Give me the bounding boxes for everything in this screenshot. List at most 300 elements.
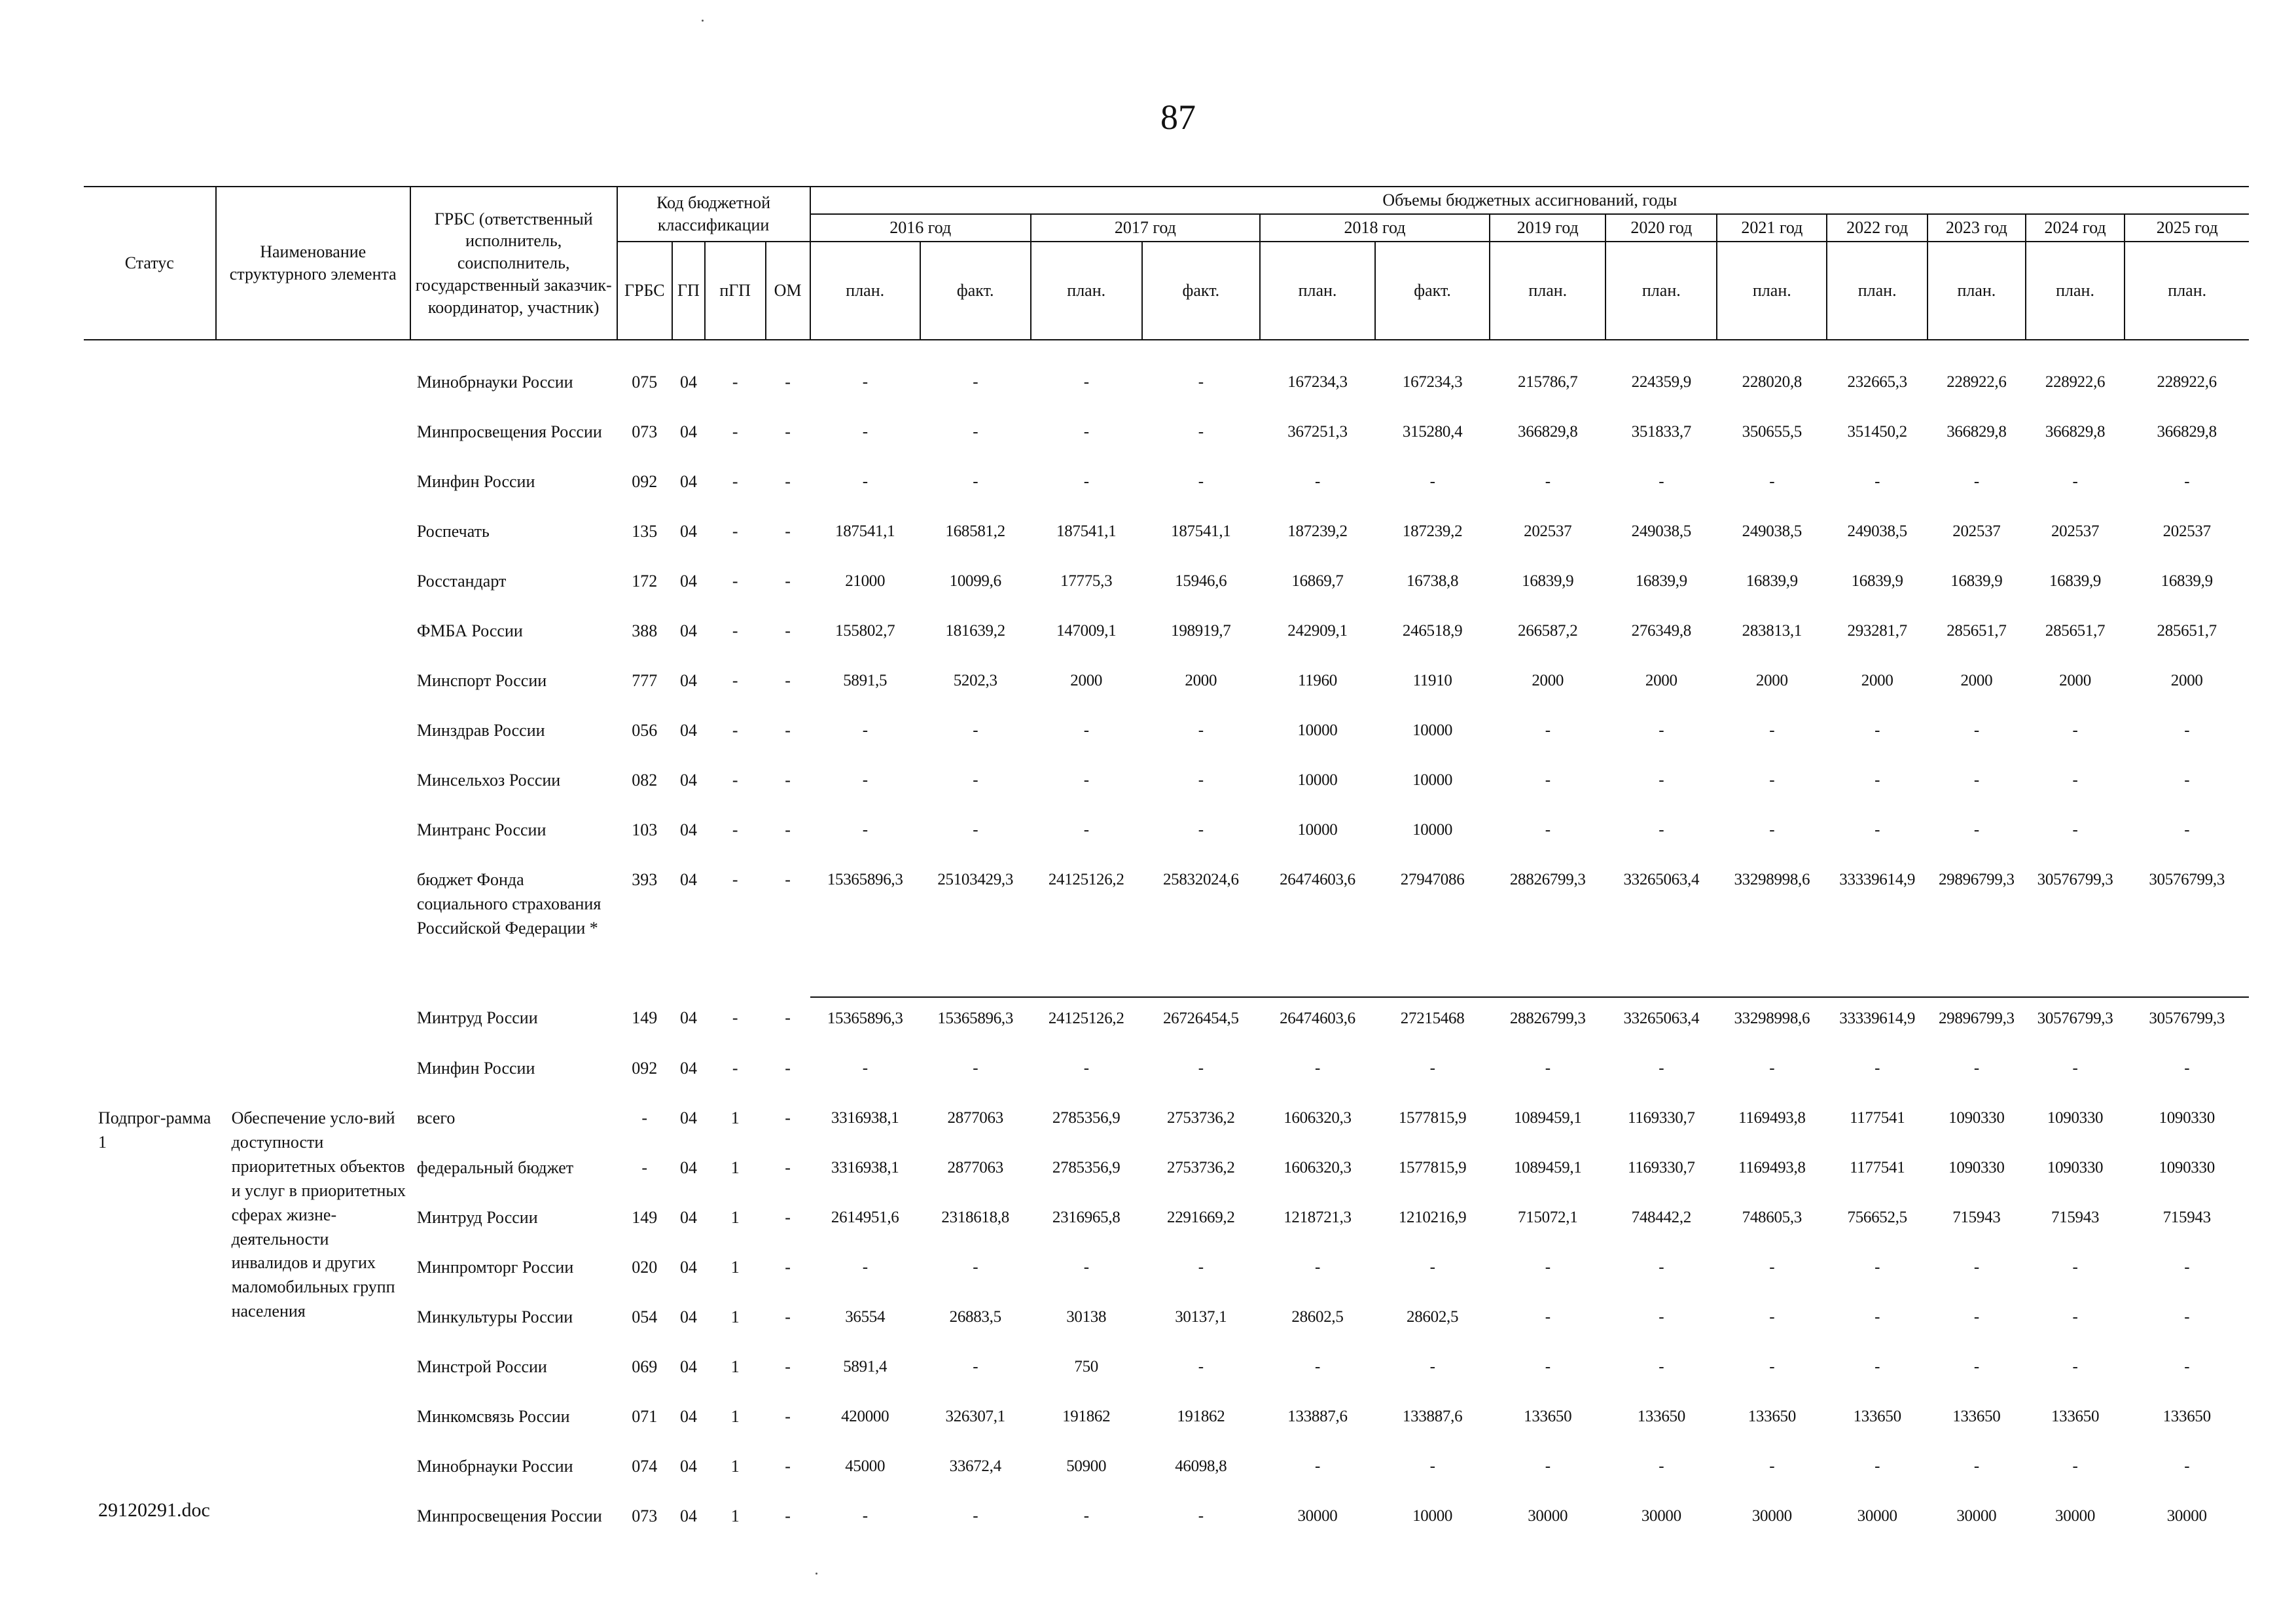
- value-cell: 29896799,3: [1928, 859, 2026, 997]
- value-cell: -: [1874, 1258, 1880, 1276]
- header-year: 2018 год: [1260, 214, 1490, 242]
- value-cell: -: [1973, 1358, 1979, 1376]
- value-cell: 293281,7: [1847, 622, 1907, 640]
- value-cell: -: [1198, 1507, 1204, 1525]
- value-cell: 715072,1: [1518, 1209, 1578, 1226]
- grbs-name: федеральный бюджет: [416, 1158, 574, 1177]
- value-cell: 147009,1: [1056, 622, 1117, 640]
- value-cell: -: [2184, 1258, 2190, 1276]
- header-element-name: Наименование структурного элемента: [216, 187, 410, 340]
- value-cell: 2316965,8: [1052, 1209, 1121, 1226]
- value-cell: 16839,9: [1635, 572, 1687, 590]
- value-cell: 27215468: [1400, 1010, 1465, 1027]
- value-cell: -: [2184, 1308, 2190, 1326]
- grbs-name: Минспорт России: [416, 671, 547, 690]
- value-cell: 202537: [2162, 522, 2211, 540]
- value-cell: -: [2072, 771, 2078, 789]
- value-cell: -: [2184, 1358, 2190, 1376]
- value-cell: -: [973, 373, 978, 391]
- value-cell: -: [1083, 821, 1089, 839]
- value-cell: 33265063,4: [1605, 859, 1717, 997]
- code-gp: 04: [679, 820, 697, 839]
- code-pgp: 1: [730, 1407, 740, 1426]
- value-cell: 242909,1: [1287, 622, 1348, 640]
- value-cell: -: [1659, 473, 1664, 490]
- value-cell: 181639,2: [945, 622, 1005, 640]
- value-cell: -: [862, 423, 868, 441]
- grbs-name: всего: [416, 1108, 456, 1127]
- value-cell: 16738,8: [1407, 572, 1459, 590]
- value-cell: 367251,3: [1287, 423, 1348, 441]
- value-cell: -: [2072, 1457, 2078, 1475]
- value-cell: 33298998,6: [1717, 859, 1827, 997]
- code-grbs: 092: [632, 472, 658, 491]
- value-cell: 11960: [1297, 672, 1338, 689]
- grbs-name: Минфин России: [416, 1059, 535, 1078]
- value-cell: -: [1659, 721, 1664, 739]
- value-cell: 1090330: [1948, 1159, 2005, 1176]
- value-cell: 167234,3: [1402, 373, 1463, 391]
- header-plan: план.: [2125, 242, 2249, 340]
- value-cell: 715943: [1952, 1209, 2001, 1226]
- value-cell: 285651,7: [1946, 622, 2007, 640]
- value-cell: 187239,2: [1402, 522, 1463, 540]
- code-grbs: 073: [632, 1506, 658, 1525]
- value-cell: 133650: [1748, 1408, 1796, 1425]
- value-cell: 285651,7: [2157, 622, 2217, 640]
- header-year: 2020 год: [1605, 214, 1717, 242]
- value-cell: 168581,2: [945, 522, 1005, 540]
- value-cell: -: [1874, 1059, 1880, 1077]
- value-cell: 366829,8: [1946, 423, 2007, 441]
- value-cell: 28826799,3: [1509, 1010, 1586, 1027]
- value-cell: -: [1973, 1457, 1979, 1475]
- code-gp: 04: [679, 1407, 697, 1426]
- value-cell: -: [2072, 1308, 2078, 1326]
- value-cell: 30138: [1066, 1308, 1107, 1326]
- value-cell: 30000: [1641, 1507, 1681, 1525]
- value-cell: 26726454,5: [1162, 1010, 1239, 1027]
- value-cell: 30000: [1528, 1507, 1568, 1525]
- value-cell: 215786,7: [1518, 373, 1578, 391]
- code-om: -: [785, 1059, 791, 1078]
- value-cell: -: [1659, 1258, 1664, 1276]
- header-fact: факт.: [1142, 242, 1260, 340]
- code-gp: 04: [679, 1258, 697, 1277]
- grbs-name: Минпромторг России: [416, 1258, 574, 1277]
- value-cell: 29896799,3: [1938, 1010, 2015, 1027]
- value-cell: 27947086: [1375, 859, 1490, 997]
- code-om: -: [785, 1108, 791, 1127]
- value-cell: 315280,4: [1402, 423, 1463, 441]
- header-plan: план.: [810, 242, 920, 340]
- value-cell: -: [1545, 473, 1551, 490]
- value-cell: 17775,3: [1060, 572, 1113, 590]
- value-cell: -: [1874, 771, 1880, 789]
- value-cell: 15365896,3: [810, 859, 920, 997]
- code-grbs: 082: [632, 771, 658, 790]
- code-gp: 04: [679, 1008, 697, 1027]
- value-cell: -: [1198, 821, 1204, 839]
- code-pgp: -: [732, 1059, 738, 1078]
- value-cell: 33672,4: [949, 1457, 1001, 1475]
- grbs-name: Минкультуры России: [416, 1307, 573, 1326]
- value-cell: 285651,7: [2045, 622, 2106, 640]
- code-om: -: [785, 870, 791, 889]
- value-cell: 30000: [1751, 1507, 1792, 1525]
- value-cell: -: [1769, 821, 1775, 839]
- code-pgp: -: [732, 373, 738, 392]
- value-cell: 28826799,3: [1490, 859, 1605, 997]
- value-cell: 15365896,3: [937, 1010, 1014, 1027]
- code-pgp: 1: [730, 1208, 740, 1227]
- code-grbs: -: [641, 1158, 648, 1177]
- value-cell: -: [1429, 1258, 1435, 1276]
- value-cell: 133650: [2051, 1408, 2100, 1425]
- value-cell: -: [1659, 1308, 1664, 1326]
- code-grbs: 149: [632, 1208, 658, 1227]
- value-cell: -: [1198, 771, 1204, 789]
- value-cell: 155802,7: [835, 622, 895, 640]
- value-cell: 1090330: [2159, 1109, 2215, 1127]
- value-cell: -: [1198, 1358, 1204, 1376]
- value-cell: 26883,5: [949, 1308, 1001, 1326]
- value-cell: 30137,1: [1175, 1308, 1227, 1326]
- value-cell: 46098,8: [1175, 1457, 1227, 1475]
- value-cell: 2753736,2: [1167, 1109, 1235, 1127]
- header-year: 2022 год: [1827, 214, 1928, 242]
- header-plan: план.: [1717, 242, 1827, 340]
- table-row: [84, 340, 2249, 411]
- value-cell: 1089459,1: [1513, 1109, 1582, 1127]
- header-plan: план.: [1490, 242, 1605, 340]
- value-cell: -: [973, 1507, 978, 1525]
- code-gp: 04: [679, 373, 697, 392]
- table-body: [84, 340, 2249, 1545]
- value-cell: -: [1083, 373, 1089, 391]
- value-cell: -: [1545, 1059, 1551, 1077]
- value-cell: -: [1769, 473, 1775, 490]
- code-grbs: 149: [632, 1008, 658, 1027]
- value-cell: -: [1545, 1308, 1551, 1326]
- value-cell: 266587,2: [1518, 622, 1578, 640]
- code-om: -: [785, 1008, 791, 1027]
- value-cell: 2785356,9: [1052, 1109, 1121, 1127]
- code-pgp: -: [732, 771, 738, 790]
- header-plan: план.: [1827, 242, 1928, 340]
- code-gp: 04: [679, 870, 697, 889]
- value-cell: -: [2072, 1059, 2078, 1077]
- code-om: -: [785, 422, 791, 441]
- value-cell: 1169493,8: [1738, 1159, 1806, 1176]
- empty-status-cell: [84, 340, 410, 1097]
- value-cell: 133650: [1524, 1408, 1572, 1425]
- value-cell: -: [1198, 473, 1204, 490]
- value-cell: -: [1874, 1457, 1880, 1475]
- value-cell: 748442,2: [1631, 1209, 1691, 1226]
- grbs-name: Минпросвещения России: [416, 422, 602, 441]
- value-cell: 133650: [1637, 1408, 1685, 1425]
- value-cell: 326307,1: [945, 1408, 1005, 1425]
- value-cell: -: [1083, 1258, 1089, 1276]
- value-cell: 30576799,3: [2037, 1010, 2113, 1027]
- value-cell: 30576799,3: [2149, 1010, 2225, 1027]
- header-fact: факт.: [1375, 242, 1490, 340]
- code-om: -: [785, 621, 791, 640]
- code-om: -: [785, 721, 791, 740]
- value-cell: 715943: [2051, 1209, 2100, 1226]
- value-cell: 33339614,9: [1839, 1010, 1916, 1027]
- value-cell: 420000: [841, 1408, 889, 1425]
- value-cell: -: [862, 821, 868, 839]
- value-cell: 16839,9: [1950, 572, 2003, 590]
- code-om: -: [785, 671, 791, 690]
- value-cell: 33265063,4: [1623, 1010, 1700, 1027]
- code-gp: 04: [679, 621, 697, 640]
- value-cell: 10000: [1297, 721, 1338, 739]
- code-om: -: [785, 1307, 791, 1326]
- code-pgp: 1: [730, 1158, 740, 1177]
- value-cell: 2877063: [947, 1109, 1003, 1127]
- table-header: [84, 187, 2249, 340]
- code-gp: 04: [679, 721, 697, 740]
- header-code-pgp: пГП: [705, 242, 766, 340]
- code-grbs: 777: [632, 671, 658, 690]
- grbs-name: Минобрнауки России: [416, 373, 573, 392]
- value-cell: -: [1659, 1358, 1664, 1376]
- value-cell: -: [973, 1258, 978, 1276]
- code-grbs: 056: [632, 721, 658, 740]
- value-cell: 276349,8: [1631, 622, 1691, 640]
- code-pgp: -: [732, 572, 738, 591]
- value-cell: 748605,3: [1742, 1209, 1802, 1226]
- code-om: -: [785, 1208, 791, 1227]
- value-cell: 715943: [2162, 1209, 2211, 1226]
- value-cell: 33339614,9: [1827, 859, 1928, 997]
- code-gp: 04: [679, 1059, 697, 1078]
- code-gp: 04: [679, 671, 697, 690]
- value-cell: -: [2184, 821, 2190, 839]
- value-cell: 10000: [1412, 721, 1453, 739]
- value-cell: 2000: [1645, 672, 1677, 689]
- value-cell: 24125126,2: [1048, 1010, 1124, 1027]
- value-cell: 228922,6: [1946, 373, 2007, 391]
- grbs-name: Минтранс России: [416, 820, 547, 839]
- value-cell: 202537: [2051, 522, 2100, 540]
- header-code-group: Код бюджетной классификации: [617, 187, 810, 242]
- value-cell: 750: [1074, 1358, 1099, 1376]
- header-plan: план.: [1605, 242, 1717, 340]
- code-gp: 04: [679, 771, 697, 790]
- value-cell: -: [1769, 1258, 1775, 1276]
- scan-speck: [816, 1573, 817, 1575]
- value-cell: 756652,5: [1847, 1209, 1907, 1226]
- value-cell: -: [862, 771, 868, 789]
- value-cell: 2291669,2: [1167, 1209, 1235, 1226]
- code-grbs: 172: [632, 572, 658, 591]
- code-grbs: 069: [632, 1357, 658, 1376]
- value-cell: 187541,1: [1171, 522, 1231, 540]
- header-status: Статус: [84, 187, 216, 340]
- value-cell: 350655,5: [1742, 423, 1802, 441]
- grbs-name: Минздрав России: [416, 721, 545, 740]
- code-om: -: [785, 820, 791, 839]
- value-cell: 2877063: [947, 1159, 1003, 1176]
- value-cell: 366829,8: [2157, 423, 2217, 441]
- value-cell: -: [2072, 473, 2078, 490]
- value-cell: -: [1198, 423, 1204, 441]
- value-cell: -: [1769, 771, 1775, 789]
- code-grbs: 388: [632, 621, 658, 640]
- code-pgp: -: [732, 472, 738, 491]
- value-cell: 3316938,1: [831, 1159, 899, 1176]
- value-cell: 10000: [1297, 771, 1338, 789]
- code-gp: 04: [679, 422, 697, 441]
- value-cell: 1577815,9: [1398, 1109, 1467, 1127]
- value-cell: 2000: [1070, 672, 1103, 689]
- value-cell: 2000: [2170, 672, 2203, 689]
- code-om: -: [785, 1258, 791, 1277]
- code-gp: 04: [679, 1108, 697, 1127]
- value-cell: -: [1314, 1358, 1320, 1376]
- value-cell: 26474603,6: [1260, 859, 1375, 997]
- value-cell: 16869,7: [1291, 572, 1344, 590]
- header-year: 2017 год: [1031, 214, 1260, 242]
- value-cell: 2000: [1960, 672, 1993, 689]
- value-cell: 3316938,1: [831, 1109, 899, 1127]
- value-cell: 2000: [1861, 672, 1893, 689]
- value-cell: -: [1083, 473, 1089, 490]
- value-cell: 133887,6: [1402, 1408, 1463, 1425]
- value-cell: 1090330: [2159, 1159, 2215, 1176]
- value-cell: 2753736,2: [1167, 1159, 1235, 1176]
- value-cell: -: [862, 1258, 868, 1276]
- value-cell: -: [1659, 1059, 1664, 1077]
- value-cell: 187541,1: [1056, 522, 1117, 540]
- header-year: 2024 год: [2026, 214, 2125, 242]
- value-cell: 10000: [1412, 1507, 1453, 1525]
- value-cell: -: [1973, 771, 1979, 789]
- code-grbs: 075: [632, 373, 658, 392]
- value-cell: 246518,9: [1402, 622, 1463, 640]
- value-cell: -: [1659, 771, 1664, 789]
- code-grbs: 103: [632, 820, 658, 839]
- value-cell: 33298998,6: [1734, 1010, 1810, 1027]
- value-cell: -: [2072, 721, 2078, 739]
- code-grbs: 135: [632, 522, 658, 541]
- value-cell: -: [1545, 771, 1551, 789]
- value-cell: -: [1769, 1308, 1775, 1326]
- value-cell: 2000: [1755, 672, 1788, 689]
- value-cell: -: [1769, 1059, 1775, 1077]
- value-cell: 191862: [1177, 1408, 1225, 1425]
- value-cell: 30576799,3: [2026, 859, 2125, 997]
- value-cell: 224359,9: [1631, 373, 1691, 391]
- value-cell: 1177541: [1849, 1109, 1905, 1127]
- value-cell: 1218721,3: [1283, 1209, 1352, 1226]
- value-cell: 167234,3: [1287, 373, 1348, 391]
- value-cell: -: [1545, 821, 1551, 839]
- value-cell: 283813,1: [1742, 622, 1802, 640]
- value-cell: 5202,3: [953, 672, 997, 689]
- code-om: -: [785, 373, 791, 392]
- header-fact: факт.: [920, 242, 1031, 340]
- grbs-name: Минтруд России: [416, 1208, 538, 1227]
- value-cell: -: [1874, 721, 1880, 739]
- value-cell: -: [862, 1507, 868, 1525]
- value-cell: 228922,6: [2045, 373, 2106, 391]
- header-year: 2023 год: [1928, 214, 2026, 242]
- value-cell: 351833,7: [1631, 423, 1691, 441]
- value-cell: 15365896,3: [827, 1010, 903, 1027]
- value-cell: -: [1198, 1258, 1204, 1276]
- grbs-name: Минфин России: [416, 472, 535, 491]
- value-cell: 50900: [1066, 1457, 1107, 1475]
- value-cell: 2000: [1185, 672, 1217, 689]
- code-pgp: 1: [730, 1506, 740, 1525]
- value-cell: 10000: [1412, 821, 1453, 839]
- value-cell: 2785356,9: [1052, 1159, 1121, 1176]
- value-cell: 30000: [1956, 1507, 1997, 1525]
- grbs-name: Минпросвещения России: [416, 1506, 602, 1525]
- value-cell: 249038,5: [1631, 522, 1691, 540]
- value-cell: -: [862, 373, 868, 391]
- header-code-om: ОМ: [766, 242, 810, 340]
- value-cell: -: [1314, 1457, 1320, 1475]
- code-gp: 04: [679, 1506, 697, 1525]
- header-year: 2019 год: [1490, 214, 1605, 242]
- code-grbs: -: [641, 1108, 648, 1127]
- code-grbs: 071: [632, 1407, 658, 1426]
- header-code-gp: ГП: [672, 242, 705, 340]
- value-cell: 1177541: [1849, 1159, 1905, 1176]
- value-cell: -: [973, 1358, 978, 1376]
- value-cell: 28602,5: [1407, 1308, 1459, 1326]
- code-gp: 04: [679, 1357, 697, 1376]
- value-cell: -: [1429, 1059, 1435, 1077]
- code-gp: 04: [679, 522, 697, 541]
- value-cell: 11910: [1412, 672, 1452, 689]
- value-cell: -: [973, 423, 978, 441]
- value-cell: -: [2072, 821, 2078, 839]
- value-cell: -: [1973, 1258, 1979, 1276]
- value-cell: -: [1545, 1258, 1551, 1276]
- value-cell: -: [1973, 721, 1979, 739]
- value-cell: 5891,4: [843, 1358, 888, 1376]
- grbs-name: Минтруд России: [416, 1008, 538, 1027]
- value-cell: 228922,6: [2157, 373, 2217, 391]
- value-cell: -: [862, 1059, 868, 1077]
- code-gp: 04: [679, 1208, 697, 1227]
- value-cell: -: [1973, 1059, 1979, 1077]
- table-row: [84, 1097, 2249, 1147]
- value-cell: 1090330: [2047, 1109, 2104, 1127]
- header-year: 2025 год: [2125, 214, 2249, 242]
- grbs-name: бюджет Фонда социального страхования Российской Федерации *: [416, 870, 601, 938]
- code-pgp: -: [732, 422, 738, 441]
- value-cell: -: [2184, 1457, 2190, 1475]
- value-cell: -: [1429, 1358, 1435, 1376]
- code-grbs: 073: [632, 422, 658, 441]
- value-cell: -: [1659, 821, 1664, 839]
- value-cell: 10000: [1297, 821, 1338, 839]
- value-cell: -: [1973, 1308, 1979, 1326]
- code-pgp: -: [732, 671, 738, 690]
- code-pgp: 1: [730, 1108, 740, 1127]
- value-cell: -: [1083, 721, 1089, 739]
- grbs-name: Минобрнауки России: [416, 1457, 573, 1476]
- value-cell: -: [1769, 1358, 1775, 1376]
